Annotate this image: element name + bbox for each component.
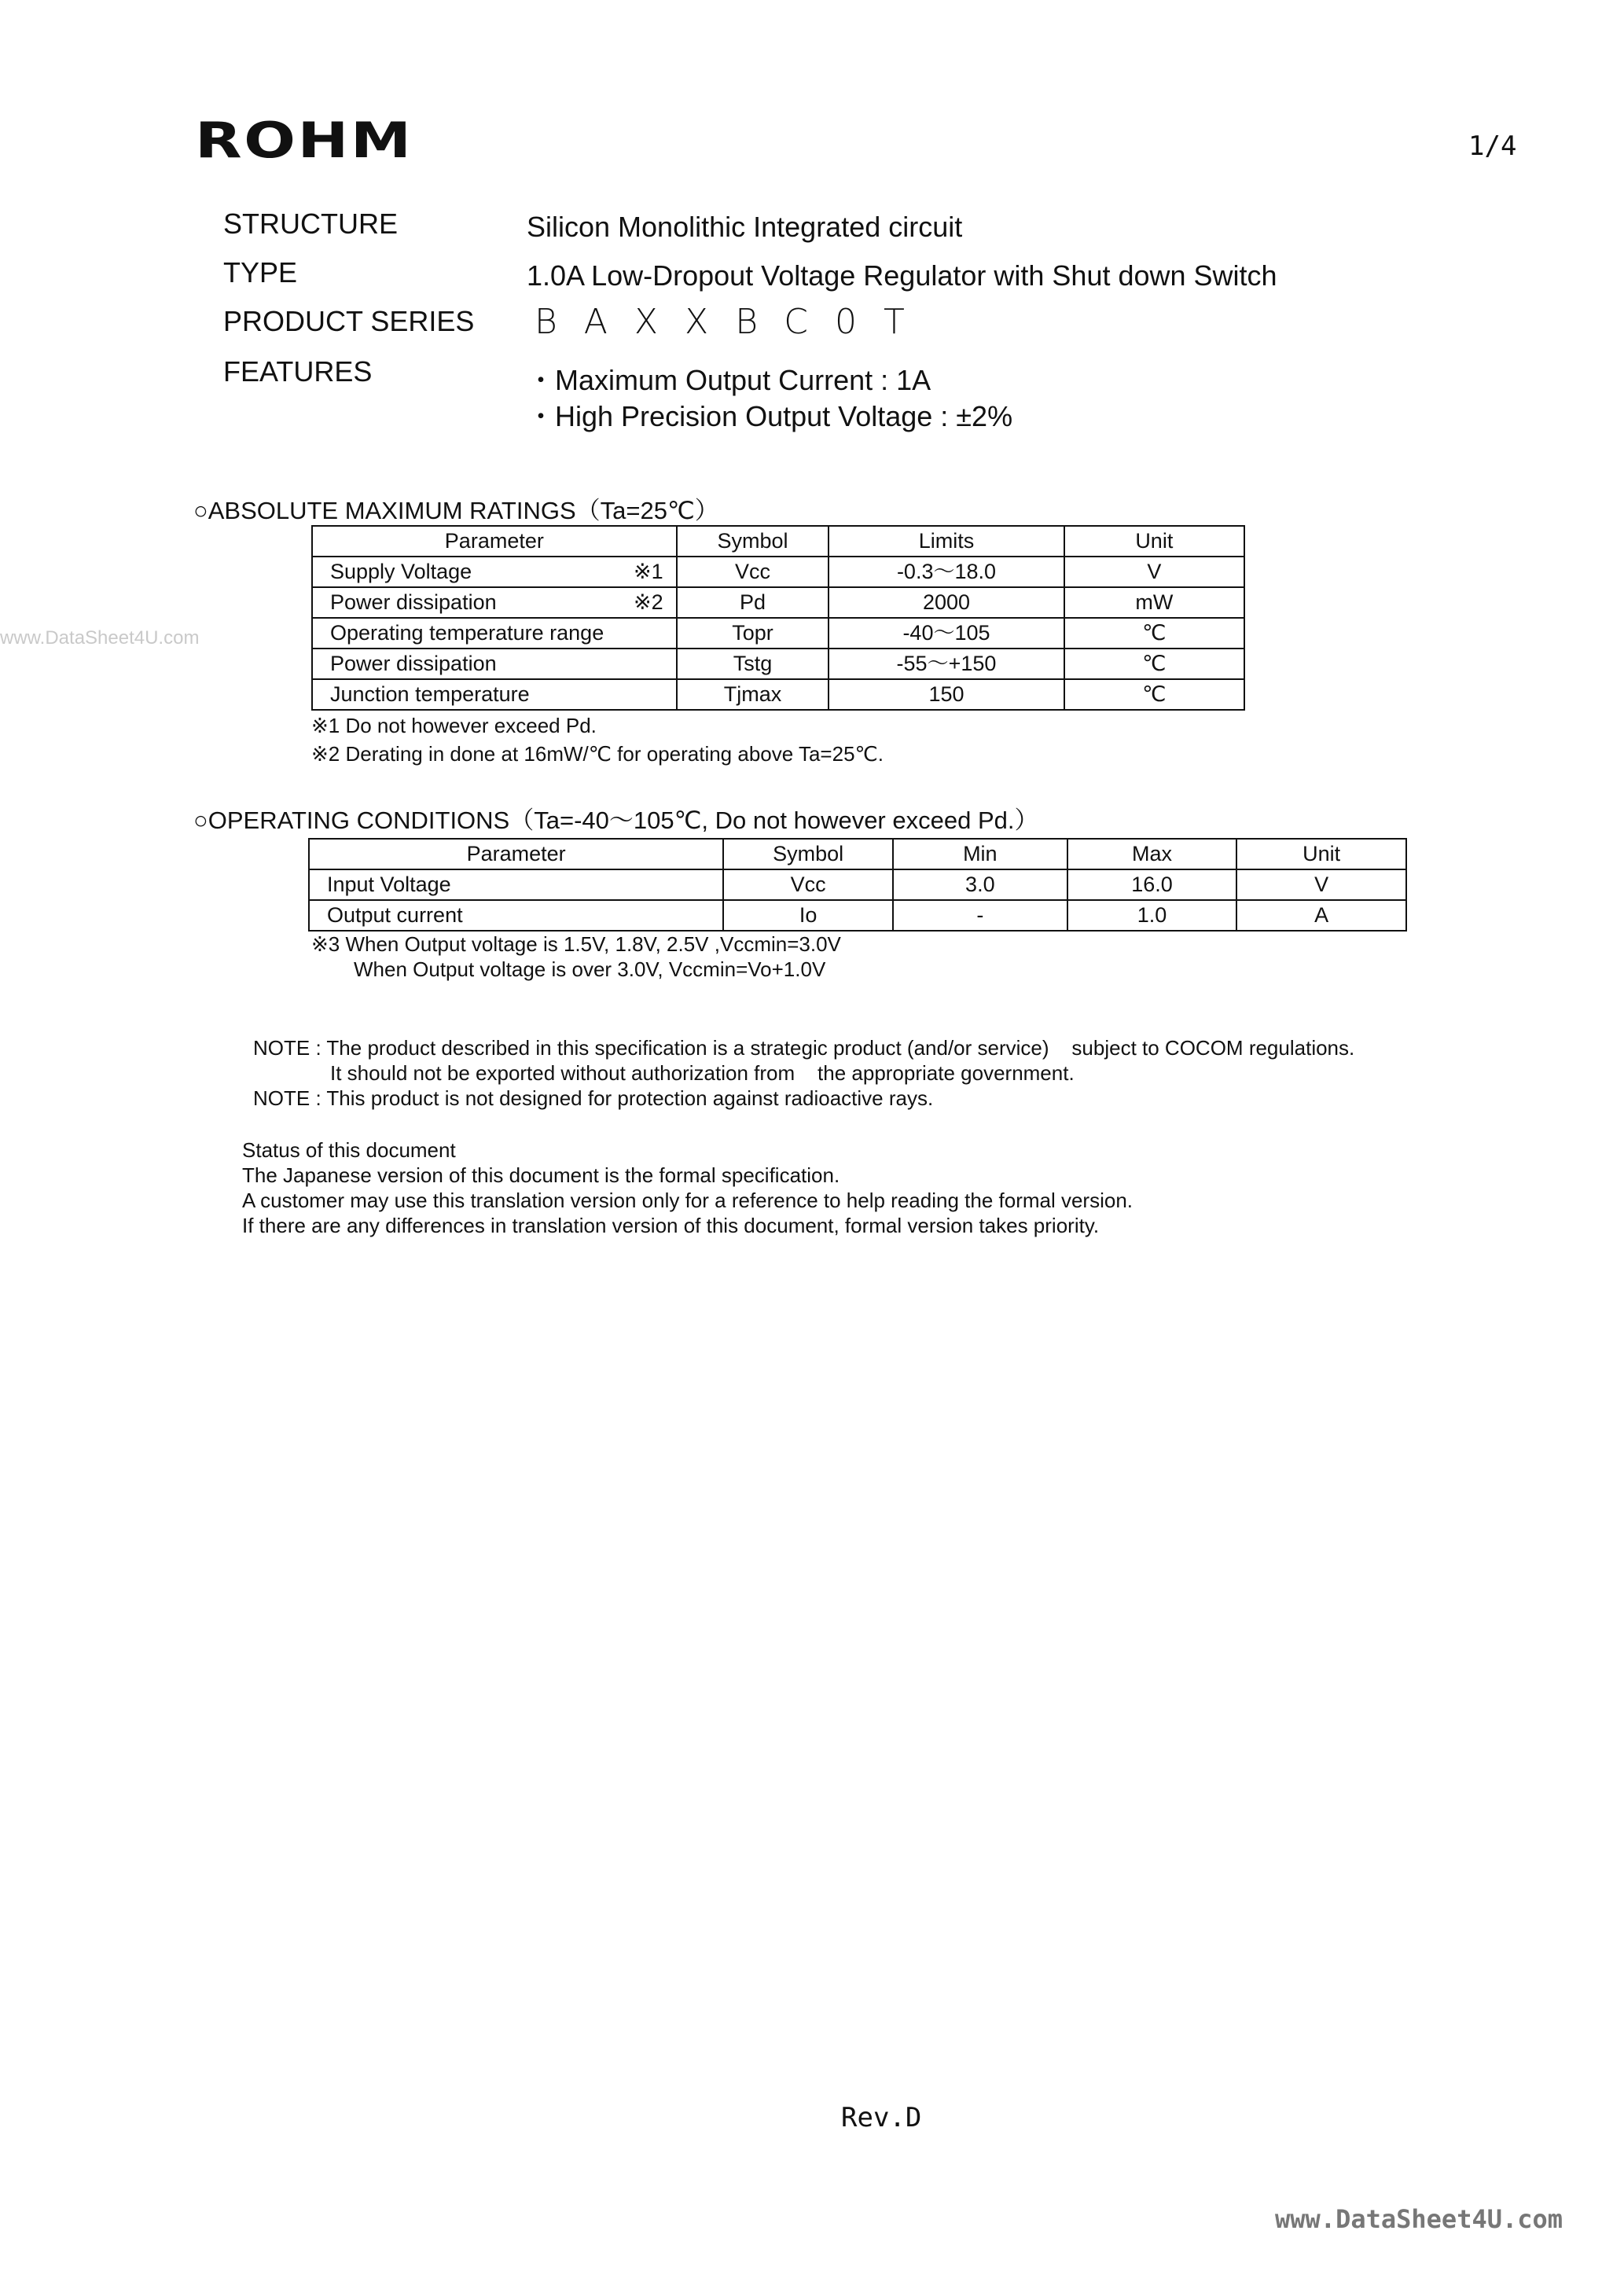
table-header-row — [309, 839, 1406, 869]
table-row — [312, 649, 1244, 679]
page-number: 1/4 — [1468, 130, 1517, 162]
table-row — [312, 557, 1244, 587]
symbol-cell: Vcc — [723, 869, 893, 900]
limits-cell: -0.3〜18.0 — [829, 557, 1064, 587]
structure-value: Silicon Monolithic Integrated circuit — [527, 211, 963, 243]
param-cell: Supply Voltage — [330, 560, 472, 583]
status-line: The Japanese version of this document is the formal specification. — [242, 1163, 840, 1187]
limits-cell: -55〜+150 — [829, 649, 1064, 679]
status-line: A customer may use this translation version only for a reference to help reading the formal version. — [242, 1189, 1133, 1212]
abs-max-note-1: ※1 Do not however exceed Pd. — [311, 714, 597, 737]
param-cell: Power dissipation — [330, 590, 497, 614]
min-cell: - — [893, 900, 1067, 931]
table-header-row — [312, 526, 1244, 557]
note-mark: ※2 — [634, 590, 663, 614]
status-line: If there are any differences in translation version of this document, formal version takes priority. — [242, 1214, 1100, 1237]
header-parameter: Parameter — [309, 839, 723, 869]
side-watermark: www.DataSheet4U.com — [0, 627, 200, 649]
abs-max-title: ○ABSOLUTE MAXIMUM RATINGS（Ta=25℃） — [193, 497, 719, 524]
unit-cell: V — [1236, 869, 1406, 900]
symbol-cell: Io — [723, 900, 893, 931]
limits-cell: -40〜105 — [829, 618, 1064, 649]
table-row — [312, 679, 1244, 710]
symbol-cell: Topr — [677, 618, 829, 649]
unit-cell: ℃ — [1064, 679, 1244, 710]
header-parameter: Parameter — [312, 526, 677, 557]
structure-label: STRUCTURE — [223, 208, 398, 240]
note-export: It should not be exported without authorization from the appropriate government. — [330, 1061, 1075, 1085]
min-cell: 3.0 — [893, 869, 1067, 900]
limits-cell: 2000 — [829, 587, 1064, 618]
op-cond-table — [308, 838, 1407, 932]
unit-cell: A — [1236, 900, 1406, 931]
header-limits: Limits — [829, 526, 1064, 557]
symbol-cell: Tstg — [677, 649, 829, 679]
symbol-cell: Pd — [677, 587, 829, 618]
note-cocom: NOTE : The product described in this specification is a strategic product (and/or service) subject to COCOM regulations. — [253, 1036, 1355, 1060]
op-cond-note-3b: When Output voltage is over 3.0V, Vccmin=Vo+1.0V — [354, 957, 826, 981]
note-radiation: NOTE : This product is not designed for protection against radioactive rays. — [253, 1086, 934, 1110]
param-cell: Operating temperature range — [312, 618, 677, 649]
header-unit: Unit — [1064, 526, 1244, 557]
unit-cell: ℃ — [1064, 618, 1244, 649]
header-max: Max — [1067, 839, 1237, 869]
op-cond-title: ○OPERATING CONDITIONS（Ta=-40〜105℃, Do not however exceed Pd.） — [193, 807, 1039, 834]
param-cell: Input Voltage — [309, 869, 723, 900]
type-label: TYPE — [223, 256, 298, 288]
param-cell: Output current — [309, 900, 723, 931]
status-heading: Status of this document — [242, 1138, 456, 1162]
bottom-watermark: www.DataSheet4U.com — [1275, 2204, 1563, 2234]
header-min: Min — [893, 839, 1067, 869]
param-cell: Power dissipation — [312, 649, 677, 679]
table-row — [312, 587, 1244, 618]
note-mark: ※1 — [634, 560, 663, 583]
table-row — [309, 869, 1406, 900]
op-cond-note-3a: ※3 When Output voltage is 1.5V, 1.8V, 2.5V ,Vccmin=3.0V — [311, 932, 841, 956]
max-cell: 16.0 — [1067, 869, 1237, 900]
rohm-logo: ROHM — [195, 112, 413, 169]
symbol-cell: Tjmax — [677, 679, 829, 710]
features-label: FEATURES — [223, 355, 373, 388]
unit-cell: V — [1064, 557, 1244, 587]
abs-max-note-2: ※2 Derating in done at 16mW/℃ for operating above Ta=25℃. — [311, 742, 884, 766]
symbol-cell: Vcc — [677, 557, 829, 587]
revision-label: Rev.D — [841, 2102, 922, 2133]
table-row — [309, 900, 1406, 931]
feature-max-current: ・Maximum Output Current : 1A — [527, 364, 931, 396]
max-cell: 1.0 — [1067, 900, 1237, 931]
feature-precision: ・High Precision Output Voltage : ±2% — [527, 400, 1013, 432]
limits-cell: 150 — [829, 679, 1064, 710]
header-unit: Unit — [1236, 839, 1406, 869]
unit-cell: mW — [1064, 587, 1244, 618]
type-value: 1.0A Low-Dropout Voltage Regulator with Shut down Switch — [527, 259, 1277, 292]
param-cell: Junction temperature — [312, 679, 677, 710]
header-symbol: Symbol — [677, 526, 829, 557]
series-value: BAXXBC0T — [535, 302, 931, 342]
unit-cell: ℃ — [1064, 649, 1244, 679]
abs-max-table — [311, 525, 1245, 711]
header-symbol: Symbol — [723, 839, 893, 869]
table-row — [312, 618, 1244, 649]
series-label: PRODUCT SERIES — [223, 305, 475, 337]
